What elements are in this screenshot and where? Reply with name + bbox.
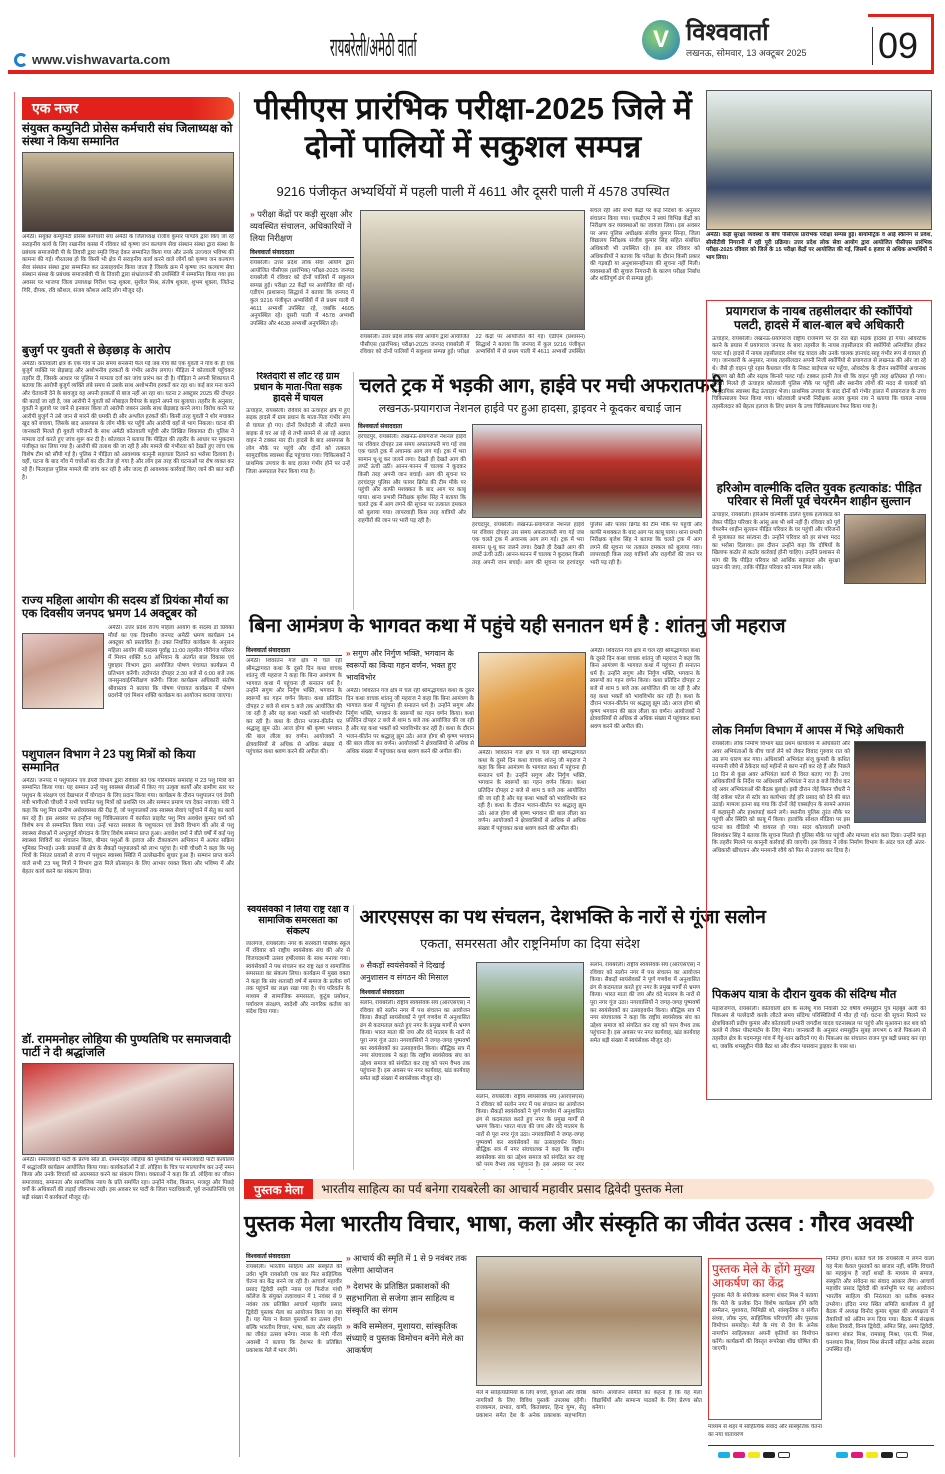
byline: विश्ववार्ता संवाददाता <box>246 1252 342 1262</box>
article-body: हरचंदपुर, रायबरेली। लखनऊ-प्रयागराज नेशनल हाईवे पर रविवार दोपहर उस समय अफरातफरी मच गई जब एक चलते ट्रक में अचानक आग लग गई। ट्रक में भरा सामान धू-धू कर जलने लगा। देखते ही देखते आग की लपटें ऊंची उठीं। आनन-फानन में चालक ने कूदकर किसी तरह अपनी जान बचाई। आग की सूचना पर हरचंदपुर पुलिस और फायर ब्रिगेड की टीम मौके पर पहुंची और काफी मशक्कत के बाद आग पर काबू पाया। थाना प्रभारी निरीक्षक बृजेश सिंह ने बताया कि चलते ट्रक में आग लगने की सूचना पर तत्काल दमकल को बुलाया गया। लापरवाही किस तरह यात्रियों और राहगीरों की जान पर भारी पड़ रही है। <box>472 522 702 566</box>
article-body <box>712 741 926 986</box>
browser-icon <box>14 53 28 67</box>
article-headline: पशुपालन विभाग ने 23 पशु मित्रों को किया सम्मानित <box>22 749 196 775</box>
portrait-photo <box>22 633 104 709</box>
highlight-bullet: » परीक्षा केंद्रों पर कड़ी सुरक्षा और व्यवस्थित संचालन, अधिकारियों ने लिया निरीक्षण <box>250 208 354 244</box>
banner-text: भारतीय साहित्य का पर्व बनेगा रायबरेली का आचार्य महावीर प्रसाद द्विवेदी पुस्तक मेला <box>321 1181 684 1196</box>
byline: विश्ववार्ता संवाददाता <box>246 646 342 656</box>
highlight-bullet: » देशभर के प्रतिष्ठित प्रकाशकों की सहभागिता से सजेगा ज्ञान साहित्य व संस्कृति का संगम <box>346 1280 470 1316</box>
article-body: अमेठी। शिवरतन गंज क्षेत्र में चल रही श्रीमद्भागवत कथा के दूसरे दिन कथा वाचक शांतनु जी महराज ने कहा कि बिना आमंत्रण के भागवत कथा में पहुंचना ही सनातन धर्म है। उन्होंने सगुण और निर्गुण भक्ति, भगवान के स्वरूपों का गहन वर्णन किया। कथा प्रतिदिन दोपहर 2 बजे से शाम 5 बजे तक आयोजित की जा रही है और यह कथा भक्तों को भावविभोर कर रही है। कथा के दौरान भजन-कीर्तन पर श्रद्धालु झूम उठे। आज होगा श्री कृष्ण भगवान की बाल लीला का वर्णन। आयोजकों ने क्षेत्रवासियों से अधिक से अधिक संख्या में पहुंचकर कथा श्रवण करने की अपील की। <box>346 688 474 755</box>
article-subhead: एकता, समरसता और राष्ट्रनिर्माण का दिया संदेश <box>420 936 640 951</box>
globe-logo-icon: V <box>642 20 680 60</box>
exam-centre-photo <box>360 210 585 330</box>
highlight-bullet: » आचार्य की स्मृति में 1 से 9 नवंबर तक चलेगा आयोजन <box>346 1252 470 1276</box>
section-title: रायबरेली/अमेठी वार्ता <box>330 32 417 62</box>
article-headline: बिना आमंत्रण के भागवत कथा में पहुंचे यही सनातन धर्म है : शांतनु जी महराज <box>249 615 786 637</box>
article-headline: डॉ. राममनोहर लोहिया की पुण्यतिथि पर समाजवादी पार्टी ने दी श्रद्धांजलि <box>22 1033 231 1059</box>
attractions-box <box>708 1258 822 1420</box>
truck-story <box>358 422 466 609</box>
site-url-link[interactable]: www.vishwavarta.com <box>32 52 171 67</box>
article-headline: चलते ट्रक में भड़की आग, हाईवे पर मची अफरातफरी <box>359 375 723 397</box>
article-body: अमेठी। शिवरतन गंज क्षेत्र में चल रही श्रीमद्भागवत कथा के दूसरे दिन कथा वाचक शांतनु जी महराज ने कहा कि बिना आमंत्रण के भागवत कथा में पहुंचना ही सनातन धर्म है। उन्होंने सगुण और निर्गुण भक्ति, भगवान के स्वरूपों का गहन वर्णन किया। कथा प्रतिदिन दोपहर 2 बजे से शाम 5 बजे तक आयोजित की जा रही है और यह कथा भक्तों को भावविभोर कर रही है। कथा के दौरान भजन-कीर्तन पर श्रद्धालु झूम उठे। आज होगा श्री कृष्ण भगवान की बाल लीला का वर्णन। आयोजकों ने क्षेत्रवासियों से अधिक से अधिक संख्या में पहुंचकर कथा श्रवण करने की अपील की। <box>478 750 586 832</box>
column-divider <box>353 905 354 1170</box>
dateline: लखनऊ, सोमवार, 13 अक्टूबर 2025 <box>686 48 807 58</box>
column-divider <box>353 372 354 610</box>
katha-story <box>246 646 342 903</box>
article-body: रायबरेली। उत्तर प्रदेश लोक सेवा आयोग द्वारा आयोजित पीसीएस (प्रारंभिक) परीक्षा-2025 जनपद रायबरेली में रविवार को दोनों पालियों में सकुशल सम्पन्न हुई। परीक्षा 22 केंद्रों पर आयोजित की गई। एडीएम (प्रशासन) सिद्धार्थ ने बताया कि जनपद में कुल 9216 पंजीकृत अभ्यर्थियों में से प्रथम पाली में 4611 अभ्यर्थी उपस्थित <box>360 334 585 356</box>
article-headline: रिश्तेदारी से लौट रहे ग्राम प्रधान के माता-पिता सड़क हादसे में घायल <box>254 372 342 404</box>
header-rule <box>8 70 934 74</box>
meeting-photo <box>476 1256 702 1386</box>
article-headline: राज्य महिला आयोग की सदस्य डॉ प्रियंका मौर्या का एक दिवसीय जनपद भ्रमण 14 अक्टूबर को <box>22 594 229 620</box>
brand-name: विश्ववार्ता <box>686 19 769 46</box>
section-label-ek-nazar: एक नजर <box>22 97 234 120</box>
lead-headline: पीसीएस प्रारंभिक परीक्षा-2025 जिले में दोनों पालियों में सकुशल सम्पन्न <box>254 91 692 164</box>
photo-caption: अमेठी। कड़ी सुरक्षा व्यवस्था के बीच पीसीएस प्रारंभिक परीक्षा सम्पन्न हुई। बायोमेट्रिक व आई स्कैनिंग से प्रवेश, सीसीटीवी निगरानी में रही पूरी प्रक्रिया। उत्तर प्रदेश लोक सेवा आयोग द्वारा आयोजित पीसीएस प्रारंभिक परीक्षा-2025 रविवार को जिले के 15 परीक्षा केंद्रों पर आयोजित की गई, जिसमें 6 हजार से अधिक अभ्यर्थियों ने भाग लिया। <box>706 232 932 261</box>
article-body: सलोन, रायबरेली। राष्ट्रीय स्वयंसेवक संघ (आरएसएस) ने रविवार को सलोन नगर में पथ संचलन का आयोजन किया। सैकड़ों स्वयंसेवकों ने पूर्ण गणवेश में अनुशासित ढंग से कदमताल करते हुए नगर के प्रमुख मार्गों से भ्रमण किया। भारत माता की जय और वंदे मातरम के नारों से पूरा नगर गूंज उठा। नगरवासियों ने जगह-जगह पुष्पवर्षा कर स्वयंसेवकों का उत्साहवर्धन किया। बौद्धिक सत्र में नगर संघचालक ने कहा कि राष्ट्रीय स्वयंसेवक संघ का उद्देश्य समाज को संगठित कर राष्ट्र को परम वैभव तक पहुंचाना है। इस अवसर पर नगर कार्यवाह, खंड कार्यवाह समेत बड़ी संख्या में स्वयंसेवक मौजूद रहे। <box>590 962 700 1044</box>
byline: विश्ववार्ता संवाददाता <box>358 422 466 432</box>
article-body: मेले में साहित्यप्रेमियों के लिए बच्चों, युवाओं और वरिष्ठ नागरिकों के लिए विविध पुस्तकें उपलब्ध रहेंगी। राजकमल, प्रभात, वाणी, किताबघर, हिन्द युग्म, सेतु प्रकाशन समेत देश के अनेक प्रकाशक सहभागिता करेंगे। आयोजन समिति का कहना है कि यह मेला विद्यार्थियों और सामान्य पाठकों के लिए प्रेरणा स्रोत बनेगा। <box>476 1390 702 1419</box>
color-registration-marks <box>836 1452 908 1458</box>
article-body: रायबरेली। उत्तर प्रदेश लोक सेवा आयोग द्वारा आयोजित पीसीएस (प्रारंभिक) परीक्षा-2025 जनपद रायबरेली में रविवार को दोनों पालियों में सकुशल सम्पन्न हुई। परीक्षा 22 केंद्रों पर आयोजित की गई। एडीएम (प्रशासन) सिद्धार्थ ने बताया कि जनपद में कुल 9216 पंजीकृत अभ्यर्थियों में से प्रथम पाली में 4611 अभ्यर्थी उपस्थित रहे, जबकि 4605 अनुपस्थित रहे। दूसरी पाली में 4578 अभ्यर्थी उपस्थित और 4638 अभ्यर्थी अनुपस्थित रहे। <box>250 260 354 327</box>
article-subhead: लखनऊ-प्रयागराज नेशनल हाईवे पर हुआ हादसा, ड्राइवर ने कूदकर बचाई जान <box>378 403 682 415</box>
article-body: सलोन, रायबरेली। राष्ट्रीय स्वयंसेवक संघ (आरएसएस) ने रविवार को सलोन नगर में पथ संचलन का आयोजन किया। सैकड़ों स्वयंसेवकों ने पूर्ण गणवेश में अनुशासित ढंग से कदमताल करते हुए नगर के प्रमुख मार्गों से भ्रमण किया। भारत माता की जय और वंदे मातरम के नारों से पूरा नगर गूंज उठा। नगरवासियों ने जगह-जगह पुष्पवर्षा कर स्वयंसेवकों का उत्साहवर्धन किया। बौद्धिक सत्र में नगर संघचालक ने कहा कि राष्ट्रीय स्वयंसेवक संघ का उद्देश्य समाज को संगठित कर राष्ट्र को परम वैभव तक पहुंचाना है। इस अवसर पर नगर कार्यवाह, खंड कार्यवाह समेत बड़ी संख्या में स्वयंसेवक मौजूद रहे। <box>360 1000 470 1082</box>
article-text: ऊंचाहार, रायबरेली। हरिओम वाल्मीकि दलित युवक हत्याकांड को लेकर पीड़ित परिवार के आंसू अब भी थमे नहीं हैं। रविवार को पूर्व चेयरमैन शाहीन सुल्तान पीड़ित परिवार के घर पहुंचीं और परिजनों से मुलाकात कर सांत्वना दी। उन्होंने परिवार को हर संभव मदद का भरोसा दिलाया। इस दौरान उन्होंने कहा कि दोषियों के खिलाफ कठोर से कठोर कार्रवाई होनी चाहिए। उन्होंने प्रशासन से मांग की कि पीड़ित परिवार को आर्थिक सहायता और सुरक्षा प्रदान की जाए, ताकि पीड़ित परिवार को न्याय मिल सके। <box>712 512 840 572</box>
byline: विश्ववार्ता संवाददाता <box>360 988 470 998</box>
article-headline: हरिओम वाल्मीकि दलित युवक हत्याकांड: पीड़ित परिवार से मिलीं पूर्व चेयरमैन शाहीन सुल्तान <box>716 480 922 509</box>
katha-highlight <box>346 648 474 898</box>
right-stories <box>712 305 926 1095</box>
article-headline: प्रयागराज के नायब तहसीलदार की स्कॉर्पियो पलटी, हादसे में बाल-बाल बचे अधिकारी <box>725 305 913 332</box>
article-body: अमेठी। शिवरतन गंज क्षेत्र में चल रही श्रीमद्भागवत कथा के दूसरे दिन कथा वाचक शांतनु जी महराज ने कहा कि बिना आमंत्रण के भागवत कथा में पहुंचना ही सनातन धर्म है। उन्होंने सगुण और निर्गुण भक्ति, भगवान के स्वरूपों का गहन वर्णन किया। कथा प्रतिदिन दोपहर 2 बजे से शाम 5 बजे तक आयोजित की जा रही है और यह कथा भक्तों को भावविभोर कर रही है। कथा के दौरान भजन-कीर्तन पर श्रद्धालु झूम उठे। आज होगा श्री कृष्ण भगवान की बाल लीला का वर्णन। आयोजकों ने क्षेत्रवासियों से अधिक से अधिक संख्या में पहुंचकर कथा श्रवण करने की अपील की। <box>590 648 700 730</box>
book-fair-highlights <box>346 1252 470 1457</box>
article-body: अमेठी। संयुक्त कम्युनिटी प्रोसेस कर्मचारी संघ अमेठी के जिलाध्यक्ष राजीव कुमार पाण्डेय द्वारा किए जा रहे सराहनीय कार्य के लिए रखानीय कस्बा में रविवार को कृष्णा जन कल्याण सेवा संस्थान संस्था द्वारा संस्था के प्रबंधक समाजसेवी पी के तिवारी द्वारा स्मृति चिन्ह देकर सम्मानित किया गया और उनके उज्ज्वल भविष्य की कामना की गई। गौरतलब हो कि किसी भी क्षेत्र में सराहनीय कार्य करने वाले लोगों को कृष्णा जन कल्याण सेवा संस्थान संस्था द्वारा सम्मानित कर उत्साहवर्धन किया जाता है जिसके क्रम में कृष्णा जन कल्याण सेवा संस्थान संस्था के प्रबंधक समाजसेवी पी के तिवारी द्वारा संभ्रांतजनों की उपस्थिति में सम्मानित किया गया इस अवसर पर भाजपा जिला उपाध्यक्ष गिरीश चन्द्र शुक्ला, सुशील मिश्र, संतोष शुक्ला, शुभम शुक्ला, जितेन्द्र गिरि, दीपक, रवि कौशल, संजय कौशल आदि लोग मौजूद रहे। <box>22 234 234 294</box>
burning-truck-photo <box>472 424 702 518</box>
preacher-photo <box>478 652 586 747</box>
family-photo <box>844 514 926 584</box>
article-body: हरचंदपुर, रायबरेली। लखनऊ-प्रयागराज नेशनल हाईवे पर रविवार दोपहर उस समय अफरातफरी मच गई जब एक चलते ट्रक में अचानक आग लग गई। ट्रक में भरा सामान धू-धू कर जलने लगा। देखते ही देखते आग की लपटें ऊंची उठीं। आनन-फानन में चालक ने कूदकर किसी तरह अपनी जान बचाई। आग की सूचना पर हरचंदपुर पुलिस और फायर ब्रिगेड की टीम मौके पर पहुंची और काफी मशक्कत के बाद आग पर काबू पाया। थाना प्रभारी निरीक्षक बृजेश सिंह ने बताया कि चलते ट्रक में आग लगने की सूचना पर तत्काल दमकल को बुलाया गया। लापरवाही किस तरह यात्रियों और राहगीरों की जान पर भारी पड़ रही है। <box>358 434 466 524</box>
article-body: सचल रहीं और सभी केंद्रों पर कड़े निर्देशों के अनुसार संचालन किया गया। एसडीएम ने स्वयं विभिन्न केंद्रों का निरीक्षण कर व्यवस्थाओं का जायजा लिया। इस अवसर पर अपर पुलिस अधीक्षक संजीव कुमार सिन्हा, जिला विद्यालय निरीक्षक संजीव कुमार सिंह सहित संबंधित अधिकारी भी उपस्थित रहे। इस बार रविवार को अधिकारियों ने बताया कि परीक्षा के दौरान किसी प्रकार की गड़बड़ी या अनुशासनहीनता की सूचना नहीं मिली। व्यवस्थाओं की सुचारु निगरानी के कारण परीक्षा निर्बाध और शांतिपूर्ण ढंग से सम्पन्न हुई। <box>590 208 700 283</box>
group-photo <box>22 152 234 232</box>
book-fair-banner <box>244 1179 934 1199</box>
box-title: पुस्तक मेले के होंगे मुख्य आकर्षण का केंद्र <box>712 1262 815 1290</box>
article-body: ऊंचाहार, रायबरेली। रविवार को ऊंचाहार क्षेत्र में हुए सड़क हादसे में ग्राम प्रधान के माता-पिता गंभीर रूप से घायल हो गए। दोनों रिश्तेदारी से लौटते समय बाइक से घर आ रहे थे तभी सामने से आ रहे अज्ञात वाहन ने टक्कर मार दी। हादसे के बाद आसपास के लोग मौके पर पहुंचे और दोनों को तत्काल सामुदायिक स्वास्थ्य केंद्र पहुंचाया गया। चिकित्सकों ने प्राथमिक उपचार के बाद हालत गंभीर होने पर उन्हें जिला अस्पताल रेफर किया गया है। <box>246 407 350 475</box>
highlight-bullet: » सगुण और निर्गुण भक्ति, भगवान के स्वरूपों का किया गहन वर्णन, भक्त हुए भावविभोर <box>346 648 474 684</box>
article-body <box>22 625 234 743</box>
article-headline: पुस्तक मेला भारतीय विचार, भाषा, कला और संस्कृति का जीवंत उत्सव : गौरव अवस्थी <box>244 1211 914 1236</box>
article-body <box>712 512 926 722</box>
article-text: अमेठी। उत्तर प्रदेश राज्य महिला आयोग के सदस्य डॉ प्रियंका मौर्या का एक दिवसीय जनपद अमेठी भ्रमण कार्यक्रम 14 अक्टूबर को प्रस्तावित है। उक्त निर्धारित कार्यक्रम के अनुसार महिला आयोग की सदस्य पूर्वाह्न 11:00 तहसील गौरीगंज परिसर में मिशन शक्ति 5.0 अभियान के अंतर्गत बाल विकास एवं पुष्टाहार विभाग द्वारा आयोजित पोषण पंचायत कार्यक्रम में प्रतिभाग करेंगी। तदोपरांत दोपहर 2:30 बजे से 6:00 बजे तक जनसुनवाई/निरीक्षण करेंगी। जिला कार्यक्रम अधिकारी संतोष श्रीवास्तव ने बताया कि पोषण पंचायत कार्यक्रम में पोषण प्रदर्शनी एवं मिशन शक्ति कार्यक्रम का आयोजन कराया जाएगा। <box>108 625 234 700</box>
article-body: अमेठी। कोतवाली क्षेत्र के एक गाँव में उस समय सनसनी फैल गई जब गाँव की एक युवती ने गाँव के ही एक बुजुर्ग व्यक्ति पर छेड़छाड़ और अशोभनीय हरकतों के गंभीर आरोप लगाए। पीड़िता ने कोतवाली पहुँचकर तहरीर दी, जिसके आधार पर पुलिस ने मामला दर्ज कर जांच प्रारंभ कर दी है। पीड़िता ने अपनी शिकायत में बताया कि आरोपी बुजुर्ग व्यक्ति लंबे समय से उसके साथ अशोभनीय हरकतें कर रहा था। कई बार मना करने और चेतावनी देने के बावजूद वह अपनी हरकतों से बाज नहीं आ रहा था। घटना 2 अक्टूबर 2025 की दोपहर की बताई जा रही है, जब आरोपी ने युवती को मोबाइल रिपेयर के बहाने अपने घर बुलाया। तहरीर के अनुसार, युवती ने बुलावे पर जाने से इनकार किया तो आरोपी जबरन उसके साथ छेड़छाड़ करने लगा। विरोध करने पर आरोपी बुजुर्ग ने उसे जान से मारने की धमकी दी और अश्लील हरकतें कीं। किसी तरह युवती ने शोर मचाकर खुद को बचाया, जिसके बाद आसपास के लोग मौके पर पहुँचे और आरोपी वहाँ से भाग निकला। घटना की जानकारी मिलते ही युवती परिजनों के साथ अमेठी कोतवाली पहुँची और लिखित शिकायत दी। पुलिस ने मामला दर्ज करते हुए जांच शुरू कर दी है। कोतवाल ने बताया कि पीड़िता की तहरीर के आधार पर मुकदमा पंजीकृत कर लिया गया है। आरोपी की तलाश की जा रही है और मामले की गंभीरता को देखते हुए जांच एक विशेष टीम को सौंपी गई है। पुलिस ने पीड़िता को आवश्यक कानूनी सहायता दिलाने का भरोसा दिलाया है। वहीं, घटना के बाद गाँव में चर्चाओं का दौर तेज हो गया है और लोग इस तरह की घटनाओं पर रोष व्यक्त कर रहे हैं। फिलहाल पुलिस मामले की जांच कर रही है और जल्द ही आवश्यक कार्रवाई किए जाने की बात कही है। <box>22 360 234 481</box>
exam-queue-photo <box>706 90 932 230</box>
highlight-bullet: » सैकड़ों स्वयंसेवकों ने दिखाई अनुशासन व संगठन की मिसाल <box>360 960 470 984</box>
site-url[interactable] <box>14 52 170 67</box>
rss-story <box>360 960 470 1170</box>
article-headline: बुजुर्ग पर युवती से छेड़छाड़ के आरोप <box>22 345 171 358</box>
book-fair-story <box>246 1252 342 1464</box>
bottom-rule <box>708 1445 934 1446</box>
highlight-bullet: » कवि सम्मेलन, मुशायरा, सांस्कृतिक संध्याएँ व पुस्तक विमोचन बनेंगे मेले का आकर्षण <box>346 1320 470 1356</box>
article-body: रायबरेली। भारतीय साहित्य और संस्कृति की उर्वरा भूमि रायबरेली एक बार फिर साहित्यिक चेतना का केंद्र बनने जा रही है। आचार्य महावीर प्रसाद द्विवेदी स्मृति न्यास एवं फिरोज गांधी कॉलेज के संयुक्त तत्वावधान में 1 नवंबर से 9 नवंबर तक प्रतिष्ठित आचार्य महावीर प्रसाद द्विवेदी पुस्तक मेला का आयोजन किया जा रहा है। यह मेला न केवल पुस्तकों का उत्सव होगा बल्कि भारतीय विचार, भाषा, कला और संस्कृति का जीवंत उत्सव बनेगा। न्यास के मंत्री गौरव अवस्थी ने बताया कि देशभर के प्रतिष्ठित प्रकाशक मेले में भाग लेंगे। <box>246 1264 342 1354</box>
color-registration-marks <box>718 1452 790 1458</box>
article-body: महाराजगंज, रायबरेली। कोतवाली क्षेत्र के सलेथू गांव निवासी 32 वर्षीय शमसुद्दीन पुत्र महबूब अली की पिकअप से पल्लेदारी करके लौटते समय संदिग्ध परिस्थितियों में मौत हो गई। घटना की सूचना मिलने पर क्षेत्राधिकारी प्रदीप कुमार और कोतवाली प्रभारी जगदीश यादव घटनास्थल पर पहुंचे और मुआयना कर शव को कब्जे में लेकर पोस्टमार्टम के लिए भेजा। जानकारी के अनुसार शमसुद्दीन सुबह लगभग 6 बजे पिकअप से तहसील क्षेत्र के पदमनपुर गांव में गेहूं-धान खरीदने गए थे। पिकअप का संचालन राजन पुत्र बद्री प्रसाद कर रहा था, जबकि शमसुद्दीन पीछे बैठा था और वीरन पासवान ड्राइवर के पास था। <box>712 1005 926 1050</box>
article-headline: स्वयंसेवकों ने लिया राष्ट्र रक्षा व सामाजिक समरसता का संकल्प <box>247 905 349 937</box>
article-body: सलोन, रायबरेली। राष्ट्रीय स्वयंसेवक संघ (आरएसएस) ने रविवार को सलोन नगर में पथ संचलन का आयोजन किया। सैकड़ों स्वयंसेवकों ने पूर्ण गणवेश में अनुशासित ढंग से कदमताल करते हुए नगर के प्रमुख मार्गों से भ्रमण किया। भारत माता की जय और वंदे मातरम के नारों से पूरा नगर गूंज उठा। नगरवासियों ने जगह-जगह पुष्पवर्षा कर स्वयंसेवकों का उत्साहवर्धन किया। बौद्धिक सत्र में नगर संघचालक ने कहा कि राष्ट्रीय स्वयंसेवक संघ का उद्देश्य समाज को संगठित कर राष्ट्र को परम वैभव तक पहुंचाना है। इस अवसर पर नगर <box>476 1094 584 1169</box>
brand-logo <box>642 20 807 60</box>
article-headline: पिकअप यात्रा के दौरान युवक की संदिग्ध मौत <box>712 989 897 1002</box>
article-body: अमेठी। शिवरतन गंज क्षेत्र में चल रही श्रीमद्भागवत कथा के दूसरे दिन कथा वाचक शांतनु जी महराज ने कहा कि बिना आमंत्रण के भागवत कथा में पहुंचना ही सनातन धर्म है। उन्होंने सगुण और निर्गुण भक्ति, भगवान के स्वरूपों का गहन वर्णन किया। कथा प्रतिदिन दोपहर 2 बजे से शाम 5 बजे तक आयोजित की जा रही है और यह कथा भक्तों को भावविभोर कर रही है। कथा के दौरान भजन-कीर्तन पर श्रद्धालु झूम उठे। आज होगा श्री कृष्ण भगवान की बाल लीला का वर्णन। आयोजकों ने क्षेत्रवासियों से अधिक से अधिक संख्या में पहुंचकर कथा श्रवण करने की अपील की। <box>246 658 342 756</box>
side-story <box>246 372 350 608</box>
section-tag: पुस्तक मेला <box>244 1179 313 1199</box>
officer-photo <box>854 741 926 823</box>
left-column <box>22 97 234 1407</box>
article-body: अमेठी। जनपद में पशुपालन एवं डेयरी विभाग द्वारा रविवार को एक गरिमामय समारोह में 23 पशु मित्रों को सम्मानित किया गया। यह सम्मान उन्हें पशु स्वास्थ्य सेवाओं में किए गए उत्कृष्ट कार्यों और ग्रामीण स्तर पर पशुधन के संरक्षण एवं देखभाल में योगदान के लिए प्रदान किया गया। कार्यक्रम के दौरान पशुपालन एवं डेयरी मंत्री भागीरथी चौधरी ने सभी चयनित पशु मित्रों को प्रशस्ति पत्र और सम्मान प्रमाण पत्र देकर नवाजा। मंत्री ने कहा कि पशु मित्र ग्रामीण अर्थव्यवस्था की रीढ़ हैं, जो पशुपालकों तक स्वास्थ्य सेवाएं पहुँचाने में सेतु का कार्य कर रहे हैं। इस अवसर पर इन्हौना पशु चिकित्सालय में कार्यरत प्राइवेट पशु मित्र अवधेश कुमार वर्मा को विशेष रूप से सम्मानित किया गया। उन्हें भारत सरकार के पशुपालन एवं डेयरी विभाग की ओर से पशु स्वास्थ्य सेवाओं में अभूतपूर्व योगदान के लिए विशेष सम्मान प्राप्त हुआ। अवधेश वर्मा ने बीते वर्षों में कई पशु स्वास्थ्य शिविरों का संचालन किया, बीमार पशुओं के इलाज और टीकाकरण अभियान में अत्यंत सक्रिय भूमिका निभाई। उनके प्रयासों से क्षेत्र के सैकड़ों पशुपालकों को लाभ पहुंचा है। मंत्री चौधरी ने कहा कि पशु मित्रों के निरंतर प्रयासों से राज्य में पशुधन स्वास्थ्य स्थिति में उल्लेखनीय सुधार हुआ है। सम्मान प्राप्त करने वाले सभी 23 पशु मित्रों ने विभाग द्वारा मिले प्रोत्साहन के लिए आभार व्यक्त किया और भविष्य में और बेहतर कार्य करने का संकल्प लिया। <box>22 777 234 875</box>
article-headline: लोक निर्माण विभाग में आपस में भिड़े अधिकारी <box>712 725 904 738</box>
article-body: माध्यम से शहर में साहित्यिक संवाद और सांस्कृतिक चेतना का नया वातावरण <box>708 1424 822 1438</box>
lead-subhead: 9216 पंजीकृत अभ्यर्थियों में पहली पाली में 4611 और दूसरी पाली में 4578 उपस्थित <box>276 184 670 199</box>
article-text: रायबरेली। लोक निर्माण विभाग खंड प्रथम कार्यालय में अधिकारी और अवर अभियंताओं के बीच चार्ज लेने को लेकर विवाद गुरुवार रात को उग्र रूप धारण कर गया। अधिशासी अभियंता संजू कुमारी के कथित मनमानी रवैये से ठेकेदार कई महीनों से काम नहीं कर रहे हैं और पिछले 10 दिन से कुछ अवर अभियंता कार्य से विरत बताए गए हैं। उच्च अधिकारियों के निर्देश पर अधिशासी अभियंता ने रात 8 बजे विरोध कर रहे अवर अभियंताओं की बैठक बुलाई। इसी दौरान जेई किरन चौधरी ने जेई राकेश पटेल से स्टोर का कार्यभार जेई हरि प्रसाद को देने की बात उठाई। मामला इतना बढ़ गया कि दोनों जेई एक्सईएन के सामने आपस में कहासुनी और हाथापाई करने लगे। स्थानीय पुलिस तुरंत मौके पर पहुंची और स्थिति को काबू में किया। हालांकि सोशल मीडिया पर इस घटना का वीडियो भी वायरल हो गया। सदर कोतवाली प्रभारी शिवशंकर सिंह ने बताया कि सूचना मिलते ही पुलिस मौके पर पहुंची और मामला शांत करा दिया। उन्होंने कहा कि तहरीर मिलने पर कानूनी कार्रवाई की जाएगी। इस विवाद ने लोक निर्माण विभाग के अंदर चल रही अंतर-अधिकारी खींचतान और मनमानी रवैये को फिर से उजागर कर दिया है। <box>712 741 926 854</box>
page-number: 09 <box>868 14 934 72</box>
article-body: अमेठी। समाजवादी पार्टी के प्रेरणा स्रोत डॉ. राममनोहर लोहिया की पुण्यतिथि पर समाजवादी पार्टी कार्यालय में श्रद्धांजलि कार्यक्रम आयोजित किया गया। कार्यकर्ताओं ने डॉ. लोहिया के चित्र पर माल्यार्पण कर उन्हें नमन किया और उनके विचारों को आत्मसात करने का संकल्प लिया। वक्ताओं ने कहा कि डॉ. लोहिया का जीवन समाजवाद, समानता और सामाजिक न्याय के प्रति समर्पित रहा। उन्होंने गरीब, किसान, मजदूर और पिछड़े वर्गों के अधिकारों की लड़ाई जीवनभर लड़ी। इस अवसर पर पार्टी के जिला पदाधिकारी, पूर्व जनप्रतिनिधि एवं बड़ी संख्या में कार्यकर्ता मौजूद रहे। <box>22 1156 234 1201</box>
lead-sidebar <box>250 208 354 368</box>
article-headline: आरएसएस का पथ संचलन, देशभक्ति के नारों से गूंजा सलोन <box>359 907 766 928</box>
byline: विश्ववार्ता संवाददाता <box>250 248 354 258</box>
tribute-photo <box>22 1063 234 1155</box>
article-body: लालगंज, रायबरेली। नगर के सरस्वती पब्लिक स्कूल में रविवार को राष्ट्रीय स्वयंसेवक संघ की ओर से विजयदशमी उत्सव हर्षोल्लास के साथ मनाया गया। स्वयंसेवकों ने पथ संचलन कर राष्ट्र रक्षा व सामाजिक समरसता का संकल्प लिया। कार्यक्रम में मुख्य वक्ता ने कहा कि संघ शताब्दी वर्ष में समाज के प्रत्येक वर्ग तक पहुंचने का लक्ष्य रखा गया है। पंच परिवर्तन के माध्यम से सामाजिक समरसता, कुटुंब प्रबोधन, पर्यावरण संरक्षण, स्वदेशी और नागरिक कर्तव्य का संदेश दिया गया। <box>246 940 350 1016</box>
article-headline: संयुक्त कम्युनिटी प्रोसेस कर्मचारी संघ जिलाध्यक्ष को संस्था ने किया सम्मानित <box>22 123 233 149</box>
article-body: निर्मित होगा। बताते चलें कि रायबरेली में लगने वाला यह मेला केवल पुस्तकों का बाजार नहीं, बल्कि विचारों का महाकुंभ है जहाँ शब्दों के माध्यम से समाज, संस्कृति और संवेदना का संवाद आकार लेगा। आचार्य महावीर प्रसाद द्विवेदी की कर्मभूमि पर यह आयोजन भारतीय साहित्य की निरंतरता का प्रतीक बनकर उभरेगा। इंदिरा नगर स्थित समिति कार्यालय में हुई बैठक में अध्यक्ष विनोद कुमार शुक्ल की अध्यक्षता में तैयारियों को अंतिम रूप दिया गया। बैठक में संरक्षक राकेश तिवारी, विनय द्विवेदी, अमित सिंह, अमर द्विवेदी, करुणा शंकर मिश्र, रामबाबू मिश्रा, एस.पी. मिश्रा, घनश्याम मिश्र, शिवम मिश्र सेनानी सहित अनेक सदस्य उपस्थित रहे। <box>826 1256 934 1354</box>
side-story <box>246 905 350 1170</box>
march-photo <box>476 962 584 1090</box>
box-body: पुस्तक मेले के संयोजक करुणा शंकर मिश्र ने बताया कि मेले के प्रत्येक दिन विशेष कार्यक्रम होंगे कवि सम्मेलन, मुशायरा, मिमिक्री शो, सांस्कृतिक व संगीत संध्या, लोक नृत्य, साहित्यिक परिचर्चाएँ और पुस्तक विमोचन समारोह। मेले के मंच से देश के अनेक नामचीन साहित्यकार अपनी कृतियों का विमोचन करेंगे। कार्यक्रमों की विस्तृत रूपरेखा शीघ्र घोषित की जाएगी। <box>712 1293 818 1353</box>
article-body: ऊंचाहार, रायबरेली। लखनऊ-प्रयागराज राष्ट्रीय राजमार्ग पर देर रात बड़ा सड़क हादसा हो गया। ओवरटेक करने के प्रयास में प्रयागराज जनपद के बारा तहसील के नायब तहसीलदार की स्कॉर्पियो अनियंत्रित होकर पलट गई। हादसे में नायब तहसीलदार रमेश चंद्र यादव और उनके चालक ज्ञानचंद साहू गंभीर रूप से घायल हो गए। जानकारी के अनुसार, नायब तहसीलदार अपनी निजी स्कॉर्पियो से प्रयागराज से लखनऊ की ओर जा रहे थे। जैसे ही वाहन पूरे रहस कैथवल गाँव के निकट बाईपास पर पहुँचा, ओवरटेक के दौरान स्कॉर्पियो अचानक नियंत्रण खो बैठी और सड़क किनारे पलट गई। टक्कर इतनी तेज थी कि वाहन पूरी तरह क्षतिग्रस्त हो गया। सूचना मिलते ही ऊंचाहार कोतवाली पुलिस मौके पर पहुँची और स्थानीय लोगों की मदद से घायलों को सामुदायिक स्वास्थ्य केंद्र ऊंचाहार भेजा। प्राथमिक उपचार के बाद दोनों को गंभीर हालत में प्रयागराज के उच्च चिकित्सालय रेफर किया गया। कोतवाली प्रभारी निरीक्षक अजय कुमार राय ने बताया कि घायल नायब तहसीलदार को बेहतर इलाज के लिए प्रयाग के उच्च चिकित्सालय रेफर किया गया है। <box>712 335 926 410</box>
